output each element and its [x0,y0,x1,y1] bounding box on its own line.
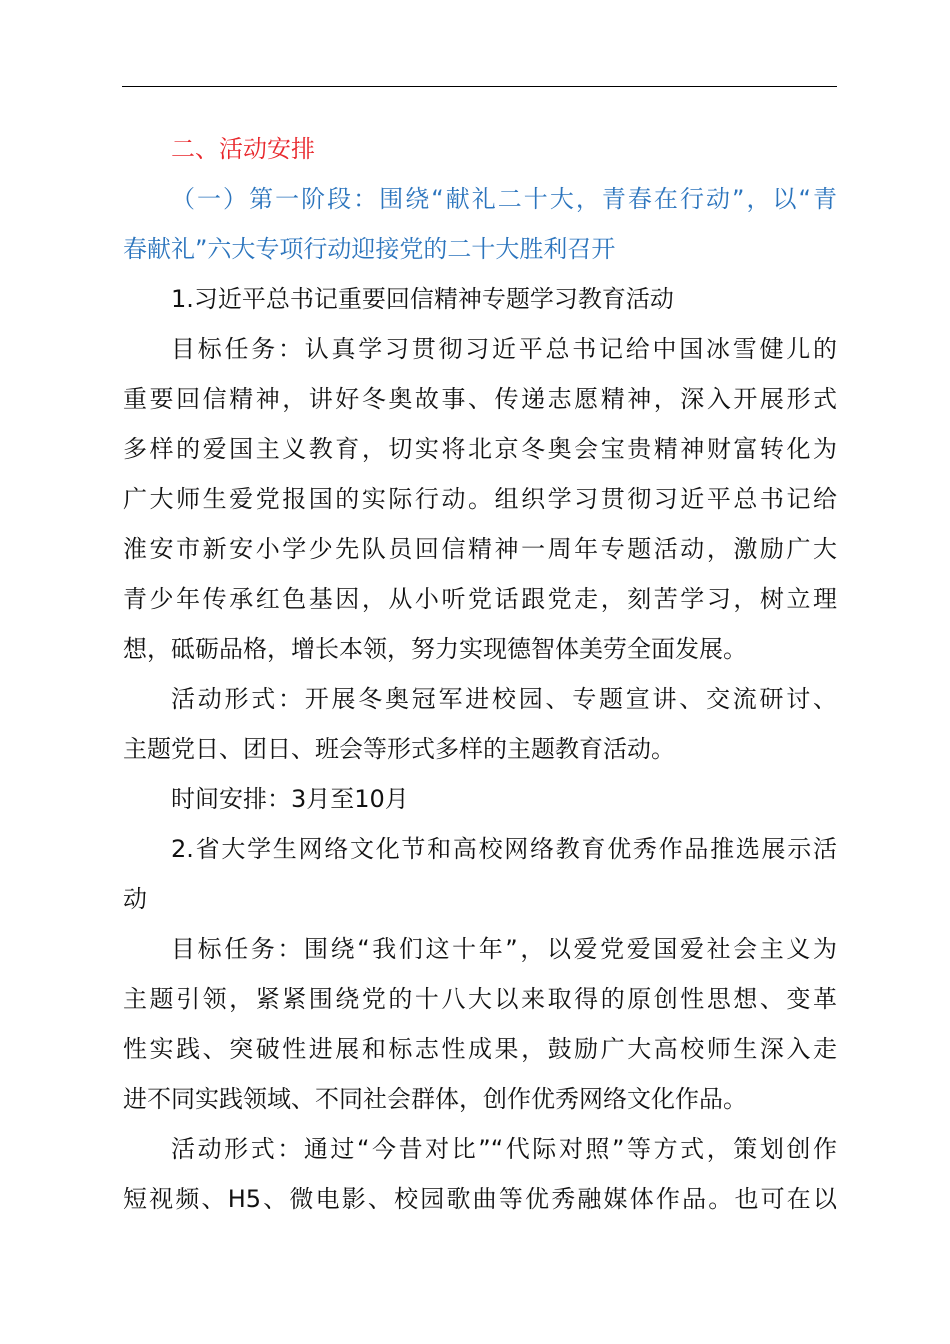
item2-title-line: 动 [123,885,147,913]
item2-goal-line: 目标任务：围绕“我们这十年”，以爱党爱国爱社会主义为 [171,935,837,963]
item1-goal-line: 广大师生爱党报国的实际行动。组织学习贯彻习近平总书记给 [123,485,837,513]
item1-form-line: 活动形式：开展冬奥冠军进校园、专题宣讲、交流研讨、 [171,685,837,713]
item1-goal-line: 目标任务：认真学习贯彻习近平总书记给中国冰雪健儿的 [171,335,837,363]
document-body [123,124,837,1224]
header-rule [122,86,837,87]
item1-title: 1.习近平总书记重要回信精神专题学习教育活动 [171,285,674,313]
item1-goal-line: 青少年传承红色基因，从小听党话跟党走，刻苦学习，树立理 [123,585,837,613]
item1-goal-line: 重要回信精神，讲好冬奥故事、传递志愿精神，深入开展形式 [123,385,837,413]
item2-form-line: 短视频、H5、微电影、校园歌曲等优秀融媒体作品。也可在以 [123,1185,837,1213]
section-heading: 二、活动安排 [171,135,315,163]
item1-goal-line: 想，砥砺品格，增长本领，努力实现德智体美劳全面发展。 [123,635,747,663]
item2-title-line: 2.省大学生网络文化节和高校网络教育优秀作品推选展示活 [171,835,837,863]
item2-goal-line: 性实践、突破性进展和标志性成果，鼓励广大高校师生深入走 [123,1035,837,1063]
item1-time: 时间安排：3月至10月 [171,785,409,813]
item2-goal-line: 进不同实践领域、不同社会群体，创作优秀网络文化作品。 [123,1085,747,1113]
item1-goal-line: 淮安市新安小学少先队员回信精神一周年专题活动，激励广大 [123,535,837,563]
item1-goal-line: 多样的爱国主义教育，切实将北京冬奥会宝贵精神财富转化为 [123,435,837,463]
item1-form-line: 主题党日、团日、班会等形式多样的主题教育活动。 [123,735,675,763]
subheading-line-2: 春献礼”六大专项行动迎接党的二十大胜利召开 [123,235,616,263]
subheading-line-1: （一）第一阶段：围绕“献礼二十大，青春在行动”，以“青 [171,185,837,213]
item2-goal-line: 主题引领，紧紧围绕党的十八大以来取得的原创性思想、变革 [123,985,837,1013]
item2-form-line: 活动形式：通过“今昔对比”“代际对照”等方式，策划创作 [171,1135,837,1163]
